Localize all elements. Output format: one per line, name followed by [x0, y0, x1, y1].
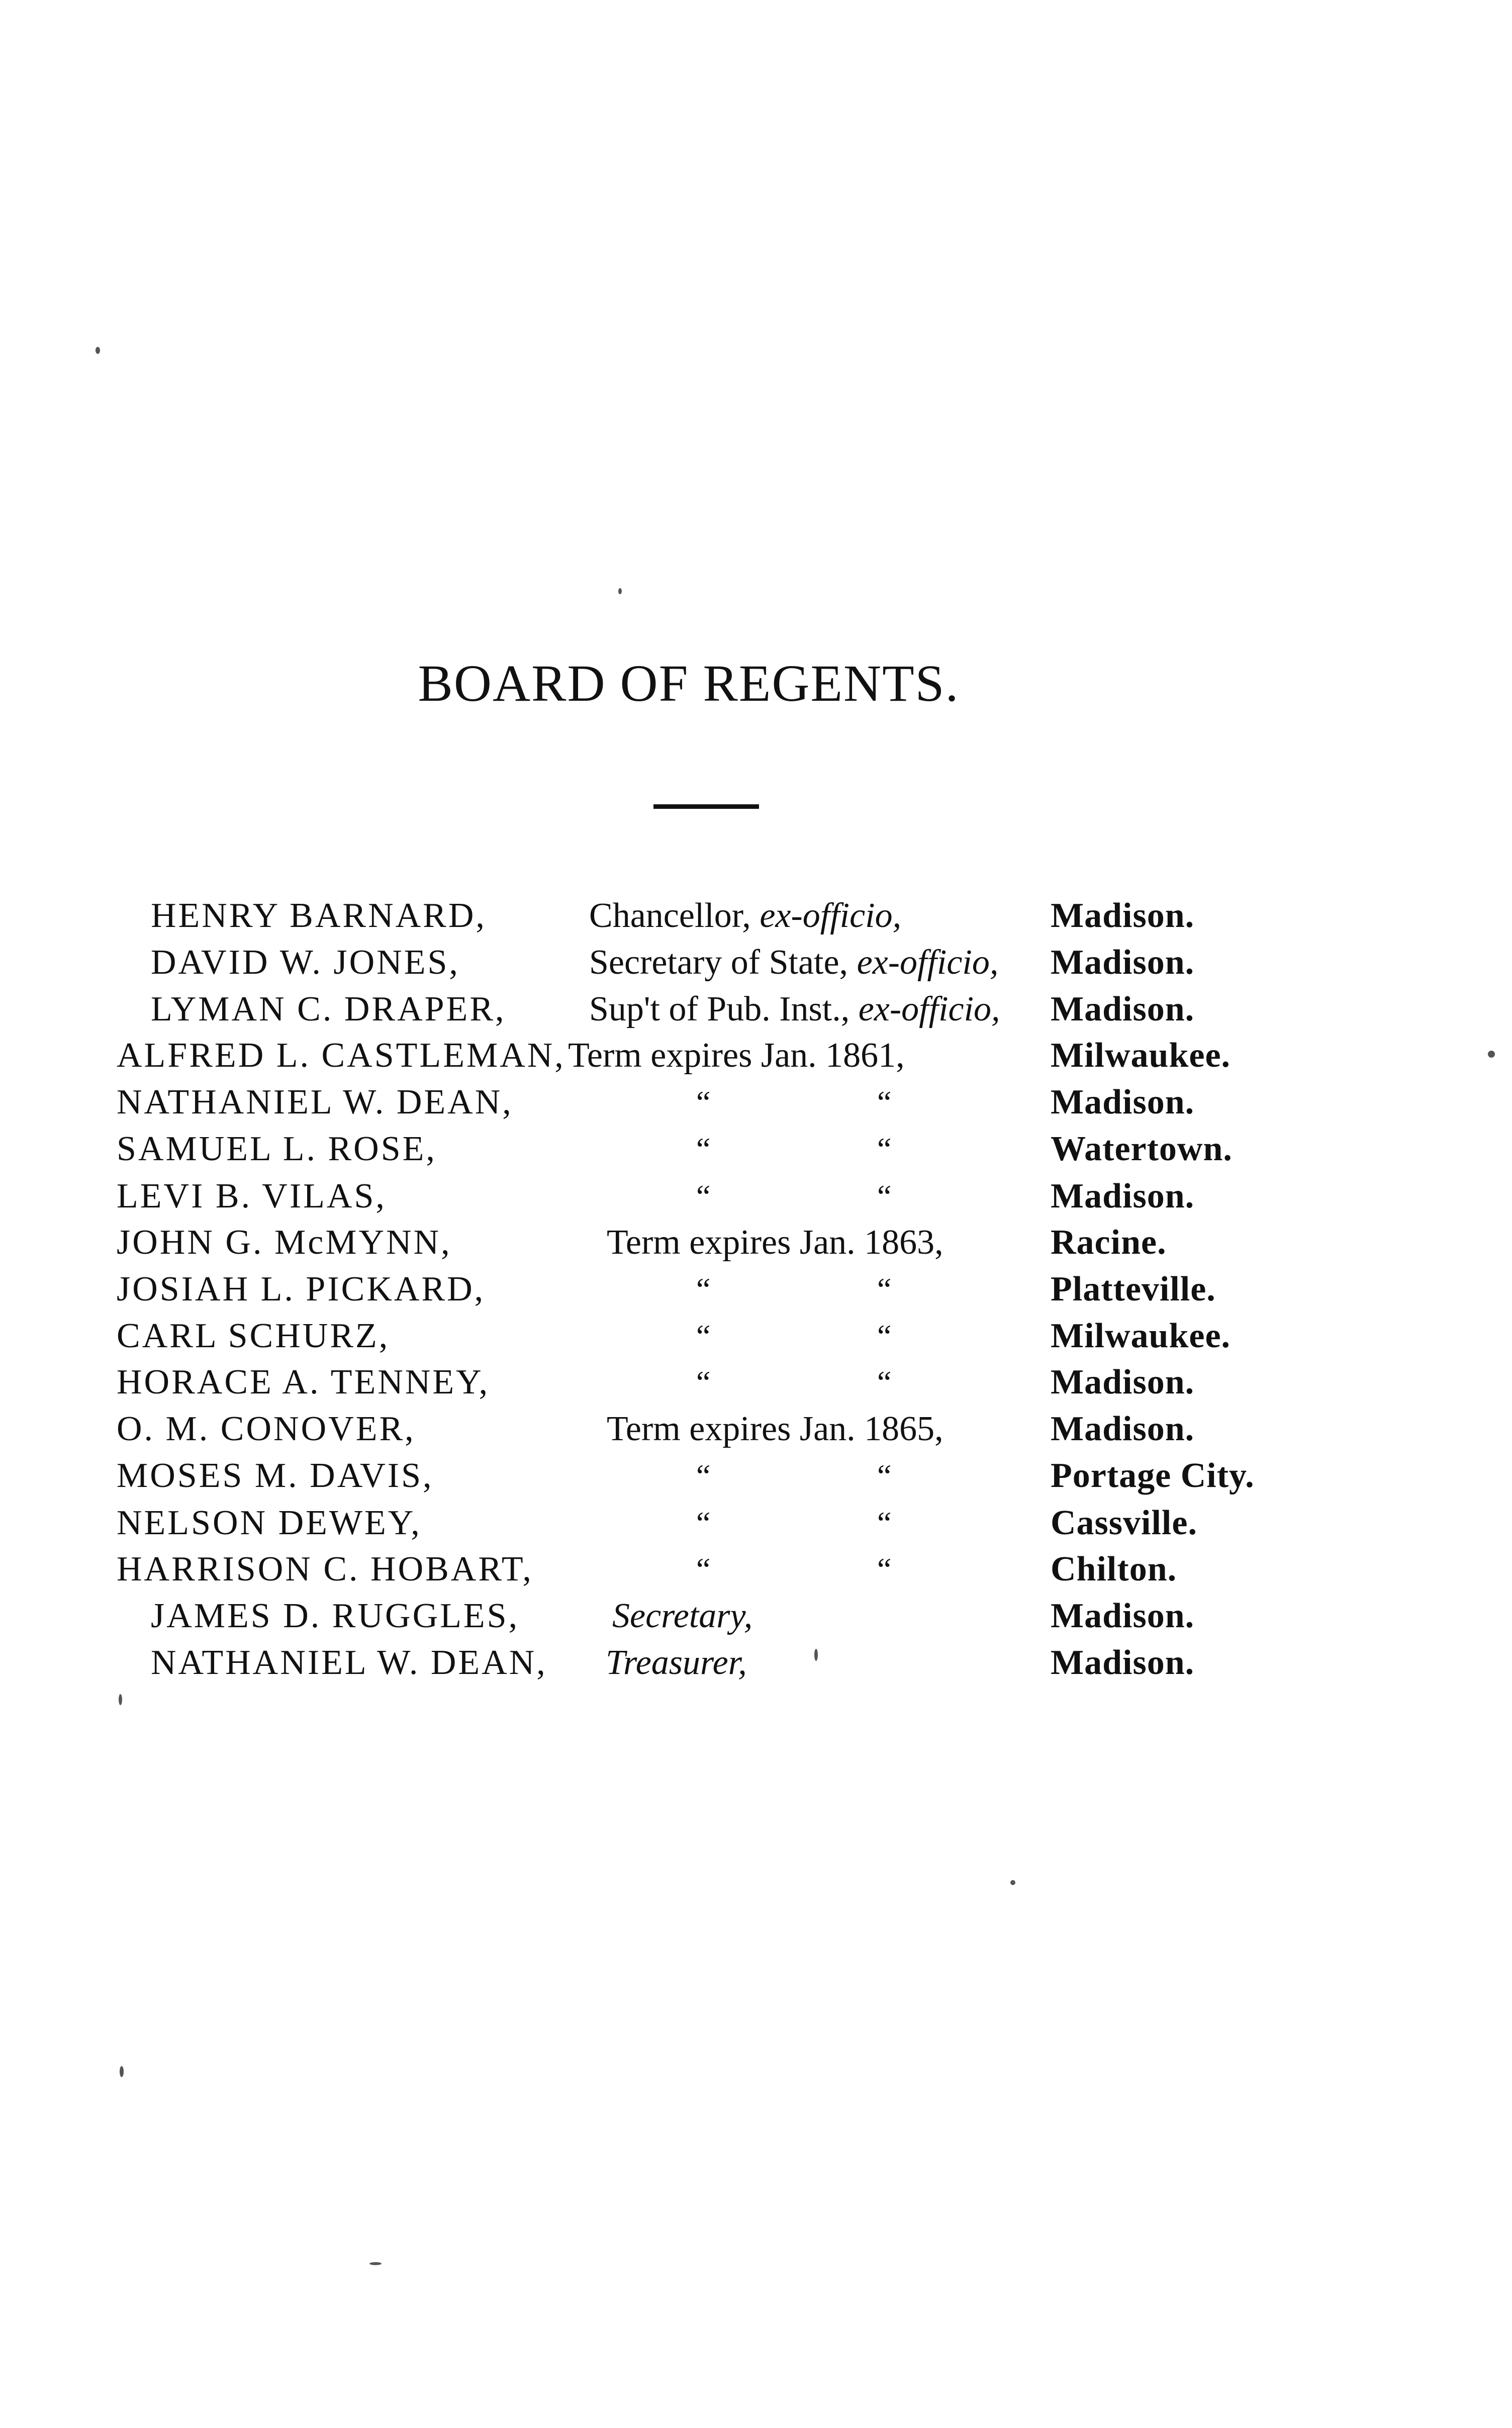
regent-name: HORACE A. TENNEY, [117, 1363, 490, 1402]
regent-residence: Watertown. [1051, 1130, 1233, 1168]
title-rule [653, 804, 759, 809]
ditto-mark: “ [877, 1131, 892, 1167]
regent-office [568, 1031, 905, 1081]
office-text: Term expires Jan. 1861, [568, 1036, 905, 1075]
regent-name: NATHANIEL W. DEAN, [151, 1643, 547, 1682]
regent-name: NELSON DEWEY, [117, 1504, 422, 1542]
regent-row [0, 1404, 1512, 1454]
regent-row [0, 1544, 1512, 1595]
regent-name: ALFRED L. CASTLEMAN, [117, 1036, 565, 1075]
regent-name: NATHANIEL W. DEAN, [117, 1083, 513, 1122]
regent-name: JAMES D. RUGGLES, [151, 1597, 520, 1635]
office-text: Chancellor, [589, 896, 760, 935]
regent-residence: Madison. [1051, 943, 1195, 982]
regent-row [0, 1218, 1512, 1268]
office-text: Secretary of State, [589, 943, 857, 982]
ditto-mark: “ [877, 1458, 892, 1493]
ditto-mark: “ [696, 1271, 711, 1307]
regent-residence: Chilton. [1051, 1550, 1177, 1589]
regent-name: JOSIAH L. PICKARD, [117, 1270, 486, 1309]
regent-residence: Milwaukee. [1051, 1317, 1231, 1355]
regent-residence: Madison. [1051, 1177, 1195, 1216]
regent-row [0, 1264, 1512, 1315]
regent-row [0, 1124, 1512, 1174]
print-speck [1488, 1051, 1495, 1058]
regent-row [0, 1498, 1512, 1548]
ditto-mark: “ [877, 1178, 892, 1214]
regent-residence: Cassville. [1051, 1504, 1197, 1542]
print-speck [96, 347, 100, 354]
ditto-mark: “ [696, 1364, 711, 1400]
ditto-mark: “ [696, 1178, 711, 1214]
ditto-mark: “ [696, 1131, 711, 1167]
regent-office [606, 1638, 747, 1688]
office-italic-text: ex-officio, [857, 943, 999, 982]
print-speck [618, 588, 622, 594]
regent-office [607, 1404, 943, 1454]
ditto-mark: “ [877, 1271, 892, 1307]
office-italic-text: Treasurer, [606, 1643, 747, 1682]
print-speck [1010, 1880, 1015, 1885]
regent-office [589, 984, 1000, 1035]
regent-residence: Madison. [1051, 896, 1195, 935]
print-speck [814, 1649, 818, 1661]
regent-name: DAVID W. JONES, [151, 943, 460, 982]
regent-row [0, 938, 1512, 988]
regent-residence: Madison. [1051, 1363, 1195, 1402]
regent-residence: Platteville. [1051, 1270, 1216, 1309]
regent-residence: Portage City. [1051, 1456, 1255, 1495]
office-italic-text: Secretary, [612, 1597, 753, 1635]
page-title: BOARD OF REGENTS. [418, 655, 960, 712]
office-italic-text: ex-officio, [760, 896, 902, 935]
print-speck [120, 2066, 124, 2077]
regent-row [0, 1077, 1512, 1128]
regent-residence: Madison. [1051, 990, 1195, 1029]
regent-row [0, 984, 1512, 1035]
regent-residence: Madison. [1051, 1410, 1195, 1448]
regent-name: CARL SCHURZ, [117, 1317, 390, 1355]
print-speck [369, 2262, 382, 2265]
office-italic-text: ex-officio, [858, 990, 1000, 1029]
ditto-mark: “ [877, 1505, 892, 1541]
regent-row [0, 891, 1512, 941]
regent-name: SAMUEL L. ROSE, [117, 1130, 437, 1168]
regent-office [607, 1218, 943, 1268]
regent-name: MOSES M. DAVIS, [117, 1456, 434, 1495]
office-text: Term expires Jan. 1863, [607, 1223, 943, 1262]
ditto-mark: “ [696, 1551, 711, 1587]
regent-office [612, 1591, 752, 1641]
regent-name: LYMAN C. DRAPER, [151, 990, 506, 1029]
regent-row [0, 1451, 1512, 1501]
ditto-mark: “ [696, 1505, 711, 1541]
office-text: Term expires Jan. 1865, [607, 1410, 943, 1448]
regent-residence: Milwaukee. [1051, 1036, 1231, 1075]
regent-row [0, 1638, 1512, 1688]
regent-row [0, 1357, 1512, 1408]
office-text: Sup't of Pub. Inst., [589, 990, 859, 1029]
ditto-mark: “ [877, 1084, 892, 1120]
print-speck [119, 1694, 122, 1705]
ditto-mark: “ [877, 1551, 892, 1587]
ditto-mark: “ [696, 1318, 711, 1354]
regent-residence: Madison. [1051, 1643, 1195, 1682]
regent-residence: Racine. [1051, 1223, 1167, 1262]
regent-office [589, 891, 901, 941]
regent-office [589, 938, 998, 988]
regent-name: HARRISON C. HOBART, [117, 1550, 533, 1589]
regent-residence: Madison. [1051, 1083, 1195, 1122]
regent-name: JOHN G. McMYNN, [117, 1223, 452, 1262]
ditto-mark: “ [696, 1458, 711, 1493]
regent-name: O. M. CONOVER, [117, 1410, 416, 1448]
regent-row [0, 1591, 1512, 1641]
regent-name: HENRY BARNARD, [151, 896, 487, 935]
regent-row [0, 1311, 1512, 1361]
regent-row [0, 1171, 1512, 1222]
ditto-mark: “ [696, 1084, 711, 1120]
regent-name: LEVI B. VILAS, [117, 1177, 387, 1216]
ditto-mark: “ [877, 1318, 892, 1354]
regent-row [0, 1031, 1512, 1081]
ditto-mark: “ [877, 1364, 892, 1400]
regent-residence: Madison. [1051, 1597, 1195, 1635]
